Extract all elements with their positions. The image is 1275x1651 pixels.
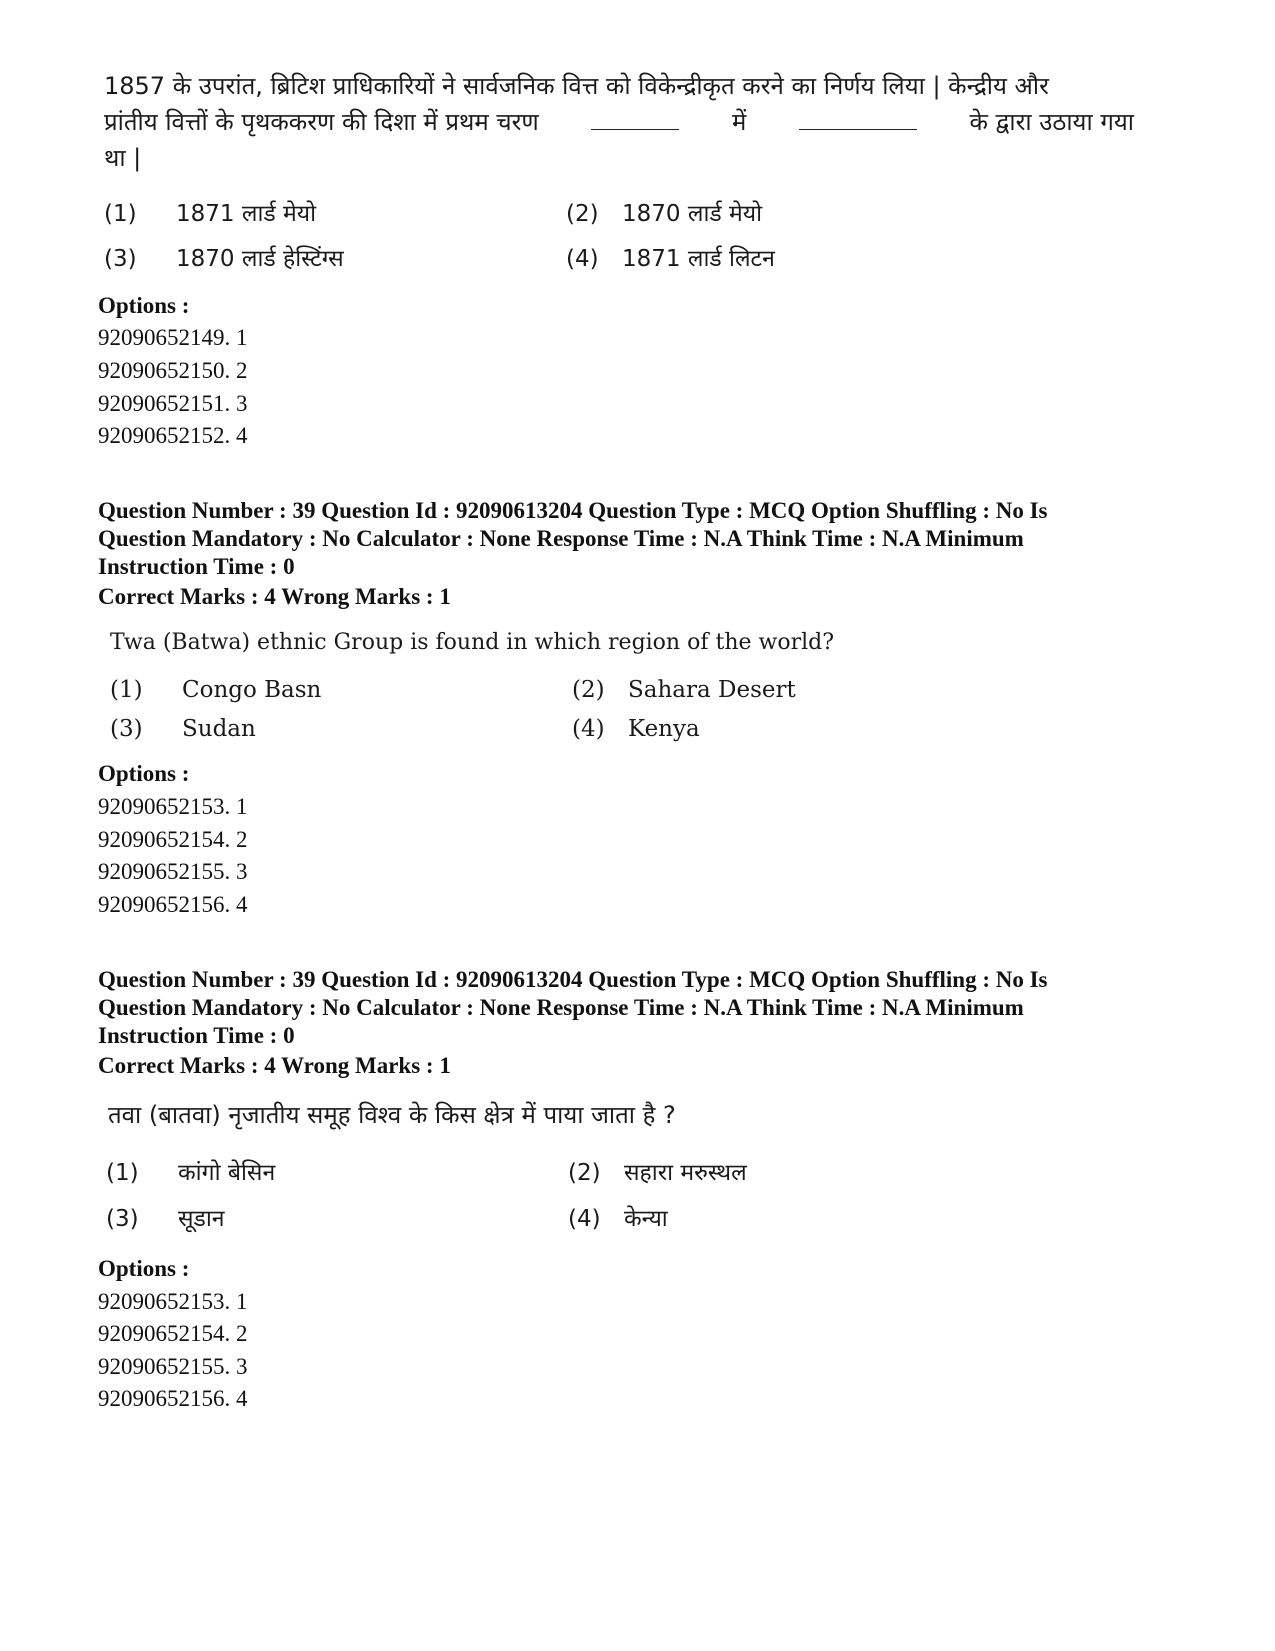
question-line-2-part-c: के द्वारा उठाया गया (969, 108, 1134, 136)
choice-1 (106, 1155, 275, 1187)
choice-text: 1870 लार्ड हेस्टिंग्स (176, 246, 344, 272)
option-id-2: 92090652150. 2 (98, 358, 248, 383)
options-title: Options : (98, 761, 190, 786)
choice-3 (106, 1201, 225, 1233)
option-id-3: 92090652151. 3 (98, 391, 248, 416)
choice-2 (566, 196, 762, 228)
option-id-2: 92090652154. 2 (98, 1321, 248, 1346)
choice-1 (110, 677, 321, 703)
question-line-3: था | (104, 144, 142, 172)
question-text-hindi-1 (104, 68, 1134, 176)
option-id-4: 92090652156. 4 (98, 1386, 248, 1411)
choice-text: सहारा मरुस्थल (624, 1160, 747, 1186)
option-id-1: 92090652153. 1 (98, 794, 248, 819)
choice-number: (3) (110, 716, 143, 742)
choice-text: केन्या (624, 1206, 668, 1232)
question-line-2 (104, 104, 1134, 140)
choice-number: (1) (110, 677, 143, 703)
question-meta (98, 497, 1158, 581)
choice-text: Kenya (628, 716, 700, 742)
options-title: Options : (98, 1256, 190, 1281)
choice-4 (572, 716, 700, 742)
answer-blank-2 (799, 128, 917, 130)
choice-text: 1870 लार्ड मेयो (622, 201, 763, 227)
choice-4 (568, 1201, 668, 1233)
choice-2 (568, 1155, 747, 1187)
choice-number: (3) (106, 1206, 139, 1232)
marks-line: Correct Marks : 4 Wrong Marks : 1 (98, 1053, 451, 1078)
options-title: Options : (98, 293, 190, 318)
question-line-1: 1857 के उपरांत, ब्रिटिश प्राधिकारियों ने सार्वजनिक वित्त को विकेन्द्रीकृत करने का निर्णय लिया | केन्द्रीय और (104, 72, 1049, 100)
meta-line-1: Question Number : 39 Question Id : 92090613204 Question Type : MCQ Option Shuffling : No Is (98, 498, 1048, 523)
choice-number: (4) (568, 1206, 601, 1232)
choice-number: (4) (566, 246, 599, 272)
choice-1 (104, 196, 316, 228)
choice-text: Sahara Desert (628, 677, 796, 703)
choice-text: सूडान (178, 1206, 225, 1232)
choice-number: (1) (106, 1160, 139, 1186)
meta-line-1: Question Number : 39 Question Id : 92090613204 Question Type : MCQ Option Shuffling : No Is (98, 967, 1048, 992)
option-id-1: 92090652153. 1 (98, 1289, 248, 1314)
meta-line-3: Instruction Time : 0 (98, 1023, 295, 1048)
choice-number: (4) (572, 716, 605, 742)
option-id-1: 92090652149. 1 (98, 325, 248, 350)
question-text-hindi-2: तवा (बातवा) नृजातीय समूह विश्व के किस क्षेत्र में पाया जाता है ? (108, 1101, 676, 1129)
choice-number: (2) (568, 1160, 601, 1186)
choice-number: (2) (572, 677, 605, 703)
option-id-3: 92090652155. 3 (98, 859, 248, 884)
meta-line-3: Instruction Time : 0 (98, 554, 295, 579)
choice-text: Congo Basn (182, 677, 322, 703)
choice-text: कांगो बेसिन (178, 1160, 276, 1186)
option-id-4: 92090652156. 4 (98, 892, 248, 917)
choice-number: (1) (104, 201, 137, 227)
option-id-4: 92090652152. 4 (98, 423, 248, 448)
choice-number: (2) (566, 201, 599, 227)
option-id-3: 92090652155. 3 (98, 1354, 248, 1379)
meta-line-2: Question Mandatory : No Calculator : None Response Time : N.A Think Time : N.A Minimum (98, 526, 1024, 551)
question-line-2-part-b: में (731, 108, 747, 136)
choice-number: (3) (104, 246, 137, 272)
meta-line-2: Question Mandatory : No Calculator : None Response Time : N.A Think Time : N.A Minimum (98, 995, 1024, 1020)
choice-text: 1871 लार्ड लिटन (622, 246, 775, 272)
choice-2 (572, 677, 796, 703)
answer-blank-1 (591, 128, 679, 130)
choice-text: 1871 लार्ड मेयो (176, 201, 317, 227)
choice-text: Sudan (182, 716, 256, 742)
question-line-2-part-a: प्रांतीय वित्तों के पृथककरण की दिशा में प्रथम चरण (104, 108, 539, 136)
choice-4 (566, 241, 775, 273)
option-id-2: 92090652154. 2 (98, 827, 248, 852)
question-meta (98, 966, 1158, 1050)
marks-line: Correct Marks : 4 Wrong Marks : 1 (98, 584, 451, 609)
choice-3 (110, 716, 256, 742)
question-text-english: Twa (Batwa) ethnic Group is found in which region of the world? (110, 630, 835, 655)
choice-3 (104, 241, 344, 273)
